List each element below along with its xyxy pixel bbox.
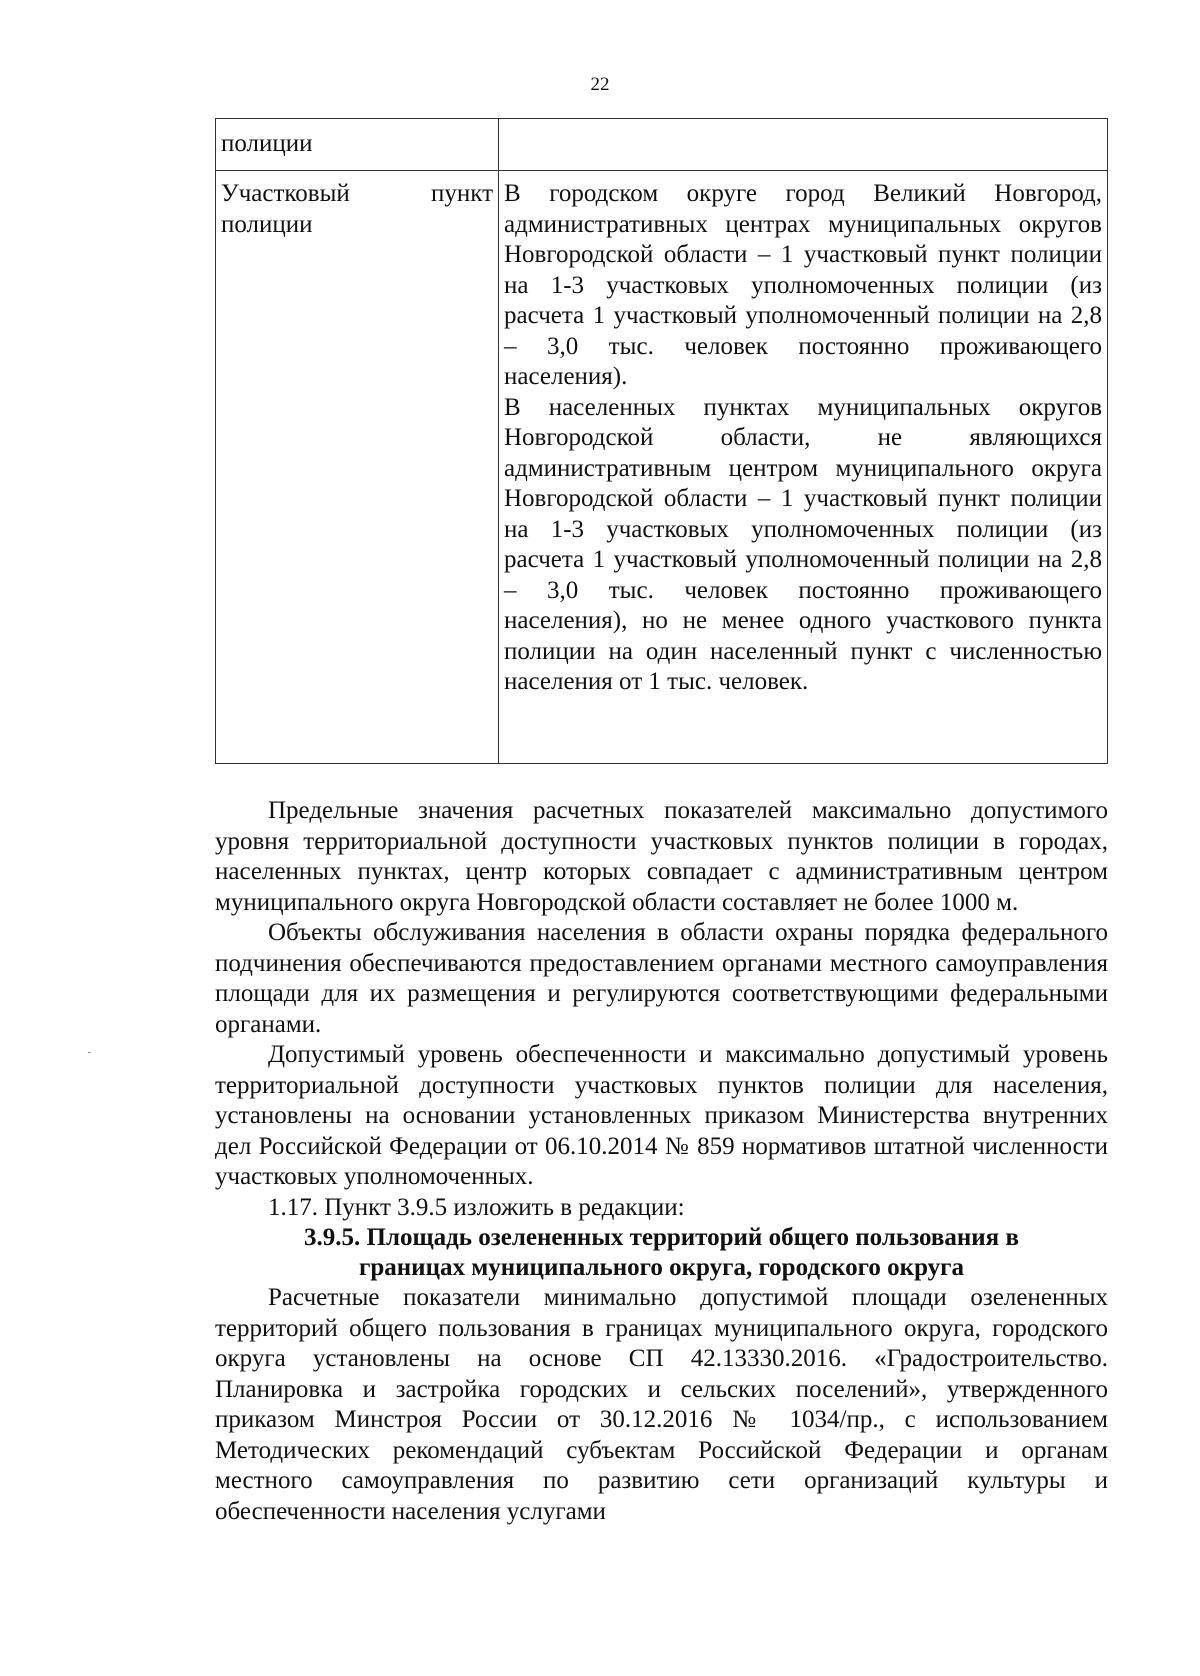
cell-text: пункт <box>431 180 493 207</box>
table-cell-name <box>216 119 499 171</box>
paragraph: 1.17. Пункт 3.9.5 изложить в редакции: <box>268 1193 685 1221</box>
cell-text: полиции <box>221 210 313 238</box>
body-text <box>215 796 1108 1527</box>
paragraph: Допустимый уровень обеспеченности и максимально допустимый уровень территориальной доступности участковых пунктов полиции для населения, установлены на основании установленных приказом Министерства внутренних дел Российской Федерации от 06.10.2014 № 859 нормативов штатной численности участковых уполномоченных. <box>215 1041 1108 1190</box>
table-row <box>216 119 1108 171</box>
scan-mark <box>88 1052 91 1053</box>
cell-text: Участковый <box>221 180 350 207</box>
cell-paragraph: В городском округе город Великий Новгород, административных центрах муниципальных округов Новгородской области – 1 участковый пункт полиции на 1-3 участковых уполномоченных полиции (из расчета 1 участковый уполномоченный полиции на 2,8 – 3,0 тыс. человек постоянно проживающего населения). <box>504 180 1102 390</box>
cell-text: полиции <box>221 130 313 157</box>
cell-paragraph: В населенных пунктах муниципальных округов Новгородской области, не являющихся административным центром муниципального округа Новгородской области – 1 участковый пункт полиции на 1-3 участковых уполномоченных полиции (из расчета 1 участковый уполномоченный полиции на 2,8 – 3,0 тыс. человек постоянно проживающего населения), но не менее одного участкового пункта полиции на один населенный пункт с численностью населения от 1 тыс. человек. <box>504 393 1102 695</box>
table-cell-value <box>499 171 1108 764</box>
paragraph: Расчетные показатели минимально допустимой площади озелененных территорий общего пользования в границах муниципального округа, городского округа установлены на основе СП 42.13330.2016. «Градостроительство. Планировка и застройка городских и сельских поселений», утвержденного приказом Минстроя России от 30.12.2016 № 1034/пр., с использованием Методических рекомендаций субъектам Российской Федерации и органам местного самоуправления по развитию сети организаций культуры и обеспеченности населения услугами <box>215 1284 1108 1525</box>
table-cell-value <box>499 119 1108 171</box>
cell-name-line <box>221 179 493 210</box>
paragraph: Объекты обслуживания населения в области охраны порядка федерального подчинения обеспечиваются предоставлением органами местного самоуправления площади для их размещения и регулируются соответствующими федеральными органами. <box>215 919 1108 1038</box>
table-cell-name <box>216 171 499 764</box>
paragraph: Предельные значения расчетных показателей максимально допустимого уровня территориальной доступности участковых пунктов полиции в городах, населенных пунктах, центр которых совпадает с административным центром муниципального округа Новгородской области составляет не более 1000 м. <box>215 797 1108 916</box>
table-row <box>216 171 1108 764</box>
section-heading: 3.9.5. Площадь озелененных территорий общего пользования в границах муниципального округа, городского округа <box>304 1224 1019 1281</box>
page-number: 22 <box>590 74 610 95</box>
police-standards-table <box>215 118 1108 764</box>
